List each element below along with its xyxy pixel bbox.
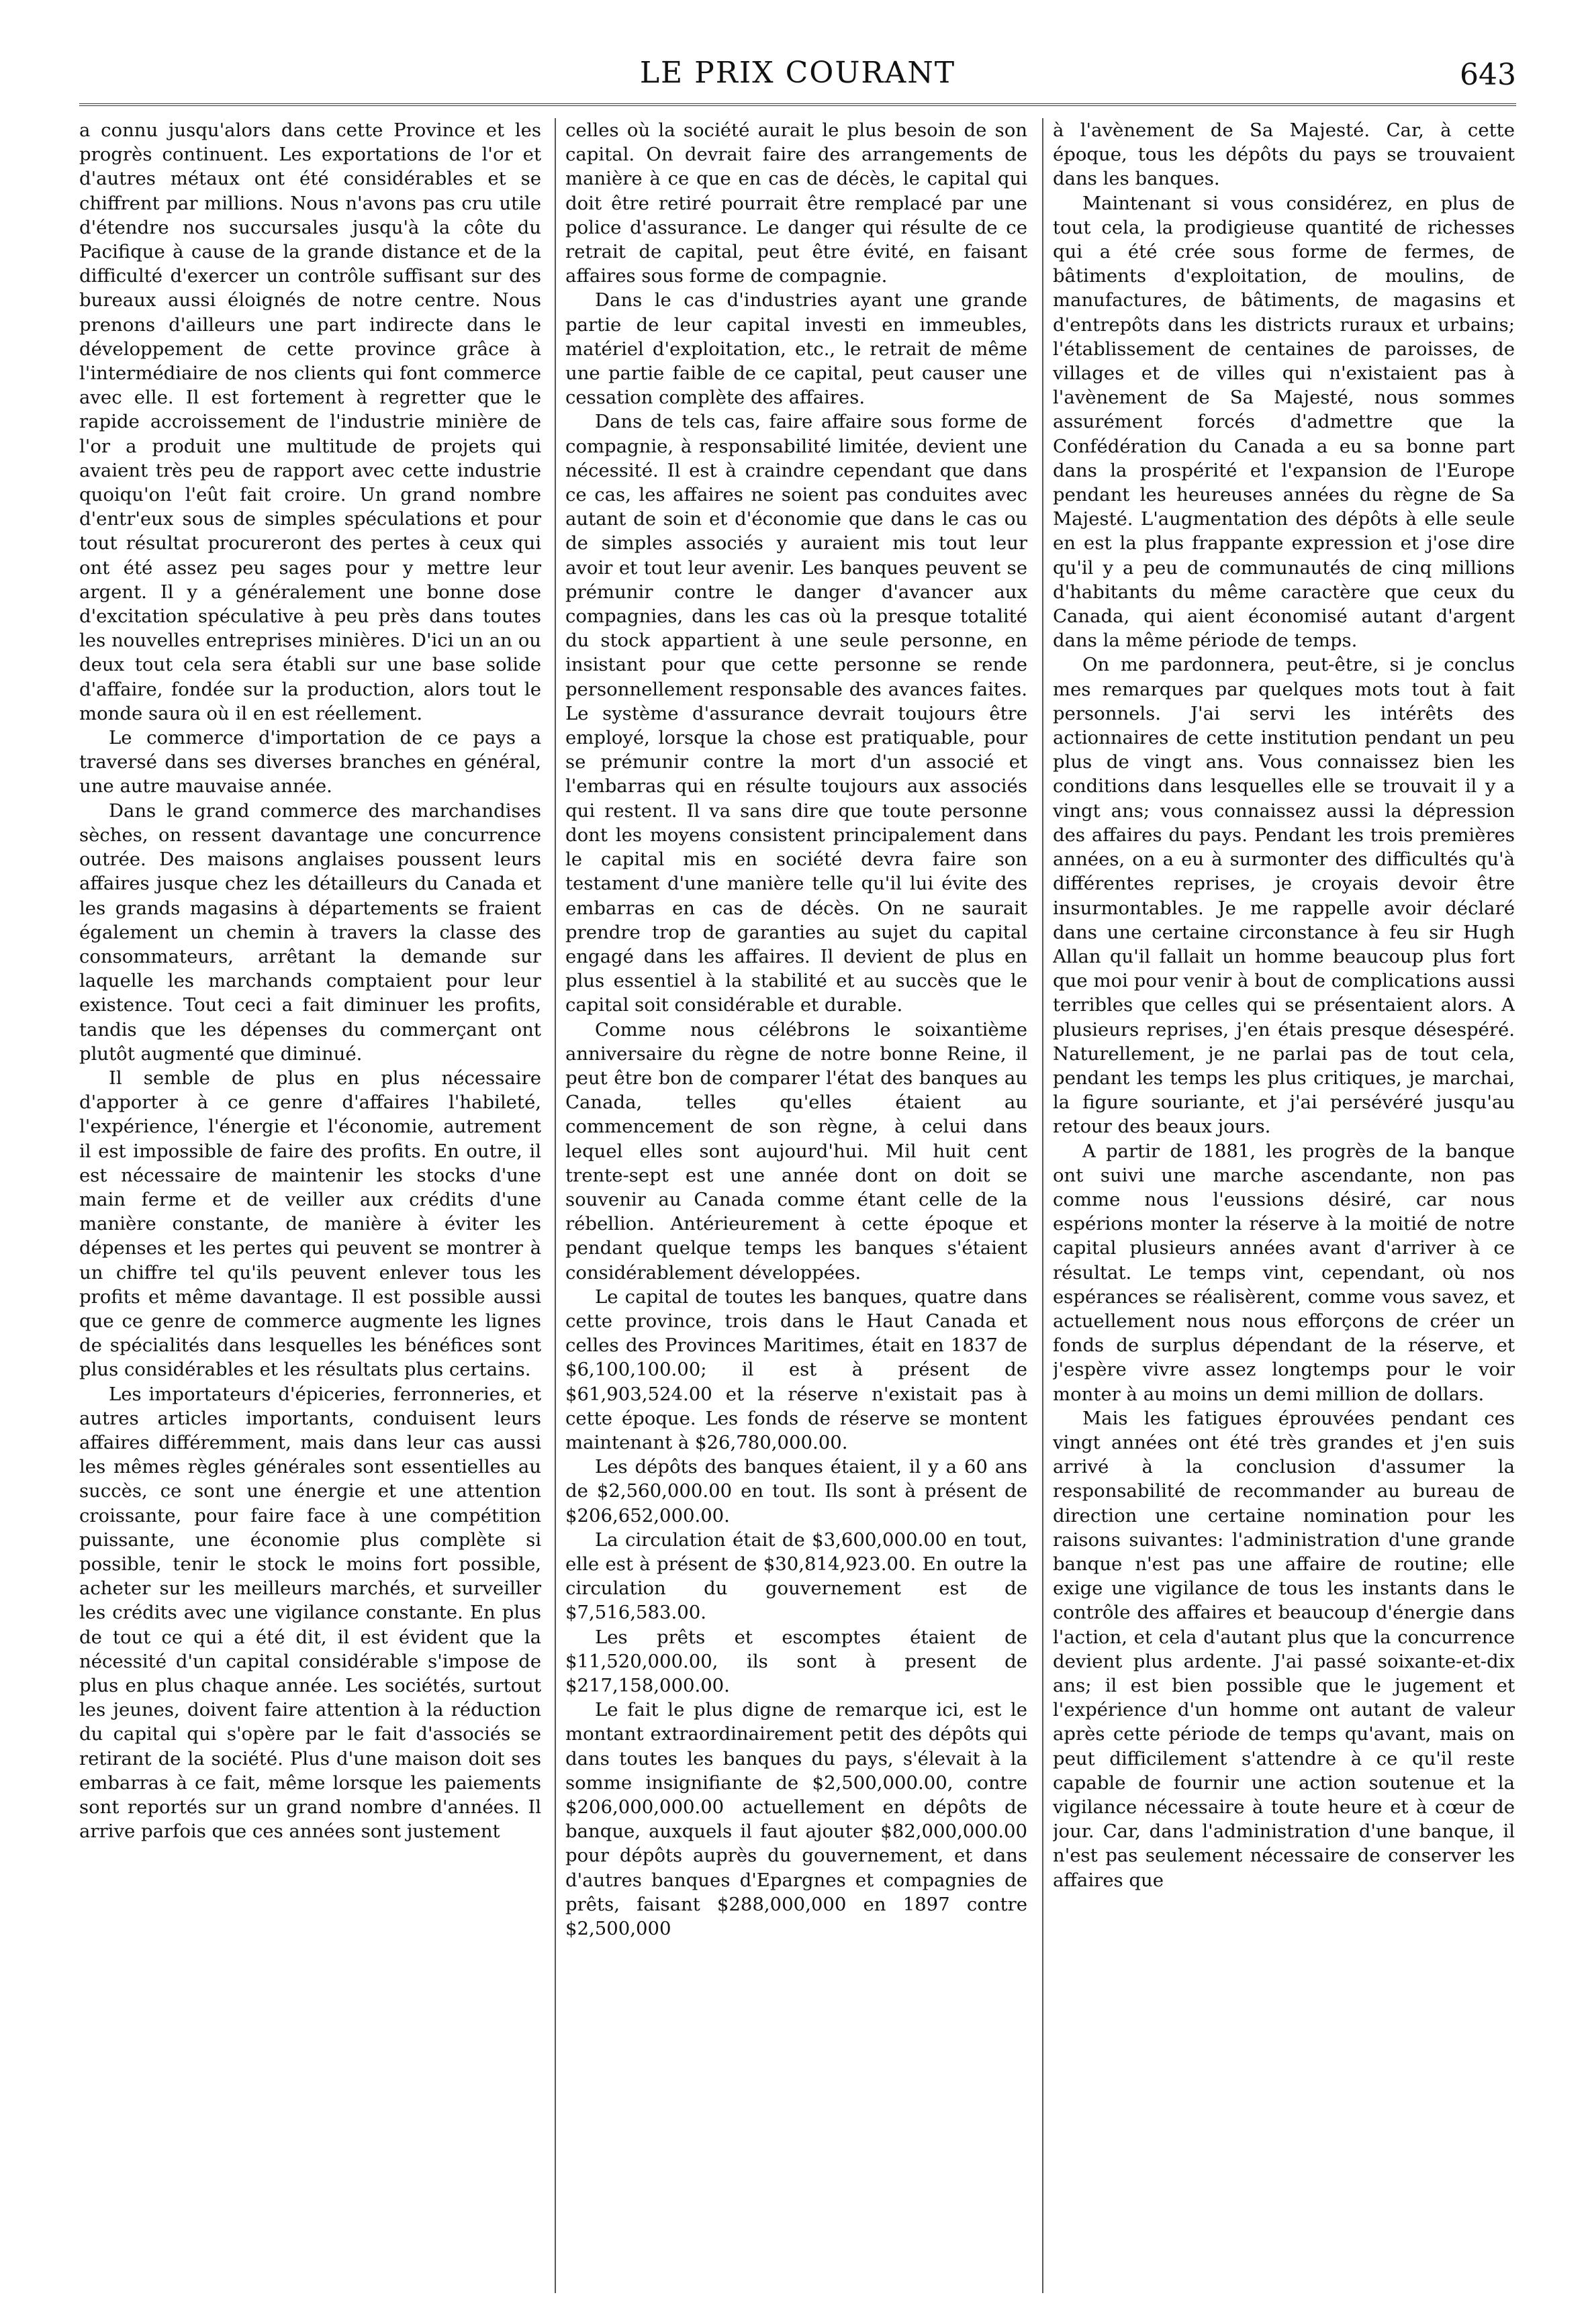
paragraph: Dans le grand commerce des marchandises sèches, on ressent davantage une concurrence outrée. Des maisons anglaises poussent leurs affaires jusque chez les détailleurs du Canada et les grands magasins à départements se fraient également un chemin à travers la classe des consommateurs, arrêtant la demande sur laquelle les marchands comptaient pour leur existence. Tout ceci a fait diminuer les profits, tandis que les dépenses du commerçant ont plutôt augmenté que diminué. (79, 800, 541, 1065)
paragraph: Les dépôts des banques étaient, il y a 60 ans de $2,560,000.00 en tout. Ils sont à présent de $206,652,000.00. (565, 1456, 1027, 1527)
column-2 (565, 118, 1027, 2293)
paragraph: Mais les fatigues éprouvées pendant ces vingt années ont été très grandes et j'en suis arrivé à la conclusion d'assumer la responsabilité de recommander au bureau de direction une certaine nomination pour les raisons suivantes: l'administration d'une grande banque n'est pas une affaire de routine; elle exige une vigilance de tous les instants dans le contrôle des affaires et beaucoup d'énergie dans l'action, et cela d'autant plus que la concurrence devient plus ardente. J'ai passé soixante-et-dix ans; il est bien possible que le jugement et l'expérience d'un homme ont autant de valeur après cette période de temps qu'avant, mais on peut difficilement s'attendre à ce qu'il reste capable de fournir une action soutenue et la vigilance nécessaire à toute heure et à cœur de jour. Car, dans l'administration d'une banque, il n'est pas seulement nécessaire de conserver les affaires que (1053, 1407, 1515, 1891)
page-number: 643 (1460, 58, 1516, 92)
paragraph: celles où la société aurait le plus besoin de son capital. On devrait faire des arrangements de manière à ce que en cas de décès, le capital qui doit être retiré pourrait être remplacé par une police d'assurance. Le danger qui résulte de ce retrait de capital, peut être évité, en faisant affaires sous forme de compagnie. (565, 119, 1027, 287)
paragraph: a connu jusqu'alors dans cette Province et les progrès continuent. Les exportations de l'or et d'autres métaux ont été considérables et se chiffrent par millions. Nous n'avons pas cru utile d'étendre nos succursales jusqu'à la côte du Pacifique à cause de la grande distance et de la difficulté d'exercer un contrôle suffisant sur des bureaux aussi éloignés de notre centre. Nous prenons d'ailleurs une part indirecte dans le développement de cette province grâce à l'intermédiaire de nos clients qui font commerce avec elle. Il est fortement à regretter que le rapide accroissement de l'industrie minière de l'or a produit une multitude de projets qui avaient très peu de rapport avec cette industrie quoiqu'on l'eût fait croire. Un grand nombre d'entr'eux sous de simples spéculations et pour tout résultat procureront des pertes à ceux qui ont été assez peu sages pour y mettre leur argent. Il y a généralement une bonne dose d'excitation spéculative à peu près dans toutes les nouvelles entreprises minières. D'ici un an ou deux tout cela sera établi sur une base solide d'affaire, fondée sur la production, alors tout le monde saura où il en est réellement. (79, 119, 541, 724)
header-rule (79, 103, 1516, 106)
running-title: LE PRIX COURANT (639, 55, 956, 90)
column-divider (555, 118, 556, 2293)
paragraph: Le commerce d'importation de ce pays a traversé dans ses diverses branches en général, une autre mauvaise année. (79, 727, 541, 797)
paragraph: Il semble de plus en plus nécessaire d'apporter à ce genre d'affaires l'habileté, l'expérience, l'énergie et l'économie, autrement il est impossible de faire des profits. En outre, il est nécessaire de maintenir les stocks d'une main ferme et de veiller aux crédits d'une manière constante, de manière à éviter les dépenses et les pertes qui peuvent se montrer à un chiffre tel qu'ils peuvent enlever tous les profits et même davantage. Il est possible aussi que ce genre de commerce augmente les lignes de spécialités dans lesquelles les bénéfices sont plus considérables et les résultats plus certains. (79, 1067, 541, 1381)
paragraph: à l'avènement de Sa Majesté. Car, à cette époque, tous les dépôts du pays se trouvaient dans les banques. (1053, 119, 1515, 190)
column-3 (1053, 118, 1515, 2293)
paragraph: Maintenant si vous considérez, en plus de tout cela, la prodigieuse quantité de richesses qui a été crée sous forme de fermes, de bâtiments d'exploitation, de moulins, de manufactures, de bâtiments, de magasins et d'entrepôts dans les districts ruraux et urbains; l'établissement de centaines de paroisses, de villages et de villes qui n'existaient pas à l'avènement de Sa Majesté, nous sommes assurément forcés d'admettre que la Confédération du Canada a eu sa bonne part dans la prospérité et l'expansion de l'Europe pendant les heureuses années du règne de Sa Majesté. L'augmentation des dépôts à elle seule en est la plus frappante expression et j'ose dire qu'il y a peu de communautés de cinq millions d'habitants du même caractère que ceux du Canada, qui aient économisé autant d'argent dans la même période de temps. (1053, 192, 1515, 652)
paragraph: La circulation était de $3,600,000.00 en tout, elle est à présent de $30,814,923.00. En outre la circulation du gouvernement est de $7,516,583.00. (565, 1529, 1027, 1624)
paragraph: Le fait le plus digne de remarque ici, est le montant extraordinairement petit des dépôts qui dans toutes les banques du pays, s'élevait à la somme insignifiante de $2,500,000.00, contre $206,000,000.00 actuellement en dépôts de banque, auxquels il faut ajouter $82,000,000.00 pour dépôts auprès du gouvernement, et dans d'autres banques d'Epargnes et compagnies de prêts, faisant $288,000,000 en 1897 contre $2,500,000 (565, 1699, 1027, 1940)
column-1 (79, 118, 541, 2293)
paragraph: Dans le cas d'industries ayant une grande partie de leur capital investi en immeubles, matériel d'exploitation, etc., le retrait de même une partie faible de ce capital, peut causer une cessation complète des affaires. (565, 289, 1027, 409)
paragraph: A partir de 1881, les progrès de la banque ont suivi une marche ascendante, non pas comme nous l'eussions désiré, car nous espérions monter la réserve à la moitié de notre capital plusieurs années avant d'arriver à ce résultat. Le temps vint, cependant, où nos espérances se réalisèrent, comme vous savez, et actuellement nous nous efforçons de créer un fonds de surplus dépendant de la réserve, et j'espère vivre assez longtemps pour le voir monter à au moins un demi million de dollars. (1053, 1140, 1515, 1405)
paragraph: Le capital de toutes les banques, quatre dans cette province, trois dans le Haut Canada et celles des Provinces Maritimes, était en 1837 de $6,100,100.00; il est à présent de $61,903,524.00 et la réserve n'existait pas à cette époque. Les fonds de réserve se montent maintenant à $26,780,000.00. (565, 1286, 1027, 1453)
page-header (79, 39, 1516, 106)
column-divider (1042, 118, 1043, 2293)
text-columns (79, 118, 1516, 2293)
paragraph: On me pardonnera, peut-être, si je conclus mes remarques par quelques mots tout à fait personnels. J'ai servi les intérêts des actionnaires de cette institution pendant un peu plus de vingt ans. Vous connaissez bien les conditions dans lesquelles elle se trouvait il y a vingt ans; vous connaissez aussi la dépression des affaires du pays. Pendant les trois premières années, on a eu à surmonter des difficultés qu'à différentes reprises, je croyais devoir être insurmontables. Je me rappelle avoir déclaré dans une certaine circonstance à feu sir Hugh Allan qu'il fallait un homme beaucoup plus fort que moi pour venir à bout de complications aussi terribles que celles qui se présentaient alors. A plusieurs reprises, j'en étais presque désespéré. Naturellement, je ne parlai pas de tout cela, pendant les temps les plus critiques, je marchai, la figure souriante, et j'ai persévéré jusqu'au retour des beaux jours. (1053, 654, 1515, 1138)
paragraph: Dans de tels cas, faire affaire sous forme de compagnie, à responsabilité limitée, devient une nécessité. Il est à craindre cependant que dans ce cas, les affaires ne soient pas conduites avec autant de soin et d'économie que dans le cas ou de simples associés y auraient mis tout leur avoir et tout leur avenir. Les banques peuvent se prémunir contre le danger d'avancer aux compagnies, dans les cas où la presque totalité du stock appartient à une seule personne, en insistant pour que cette personne se rende personnellement responsable des avances faites. Le système d'assurance devrait toujours être employé, lorsque la chose est pratiquable, pour se prémunir contre la mort d'un associé et l'embarras qui en résulte toujours aux associés qui restent. Il va sans dire que toute personne dont les moyens consistent principalement dans le capital mis en société devra faire son testament d'une manière telle qu'il lui évite des embarras en cas de décès. On ne saurait prendre trop de garanties au sujet du capital engagé dans les affaires. Il devient de plus en plus essentiel à la stabilité et au succès que le capital soit considérable et durable. (565, 411, 1027, 1016)
paragraph: Les importateurs d'épiceries, ferronneries, et autres articles importants, conduisent leurs affaires différemment, mais dans leur cas aussi les mêmes règles générales sont essentielles au succès, ce sont une énergie et une attention croissante, pour faire face à une compétition puissante, une économie plus complète si possible, tenir le stock le moins fort possible, acheter sur les meilleurs marchés, et surveiller les crédits avec une vigilance constante. En plus de tout ce qui a été dit, il est évident que la nécessité d'un capital considérable s'impose de plus en plus chaque année. Les sociétés, surtout les jeunes, doivent faire attention à la réduction du capital qui s'opère par le fait d'associés se retirant de la société. Plus d'une maison doit ses embarras à ce fait, même lorsque les paiements sont reportés sur un grand nombre d'années. Il arrive parfois que ces années sont justement (79, 1383, 541, 1843)
paragraph: Comme nous célébrons le soixantième anniversaire du règne de notre bonne Reine, il peut être bon de comparer l'état des banques au Canada, telles qu'elles étaient au commencement de son règne, à celui dans lequel elles sont aujourd'hui. Mil huit cent trente-sept est une année dont on doit se souvenir au Canada comme étant celle de la rébellion. Antérieurement à cette époque et pendant quelque temps les banques s'étaient considérablement développées. (565, 1018, 1027, 1284)
paragraph: Les prêts et escomptes étaient de $11,520,000.00, ils sont à present de $217,158,000.00. (565, 1626, 1027, 1696)
